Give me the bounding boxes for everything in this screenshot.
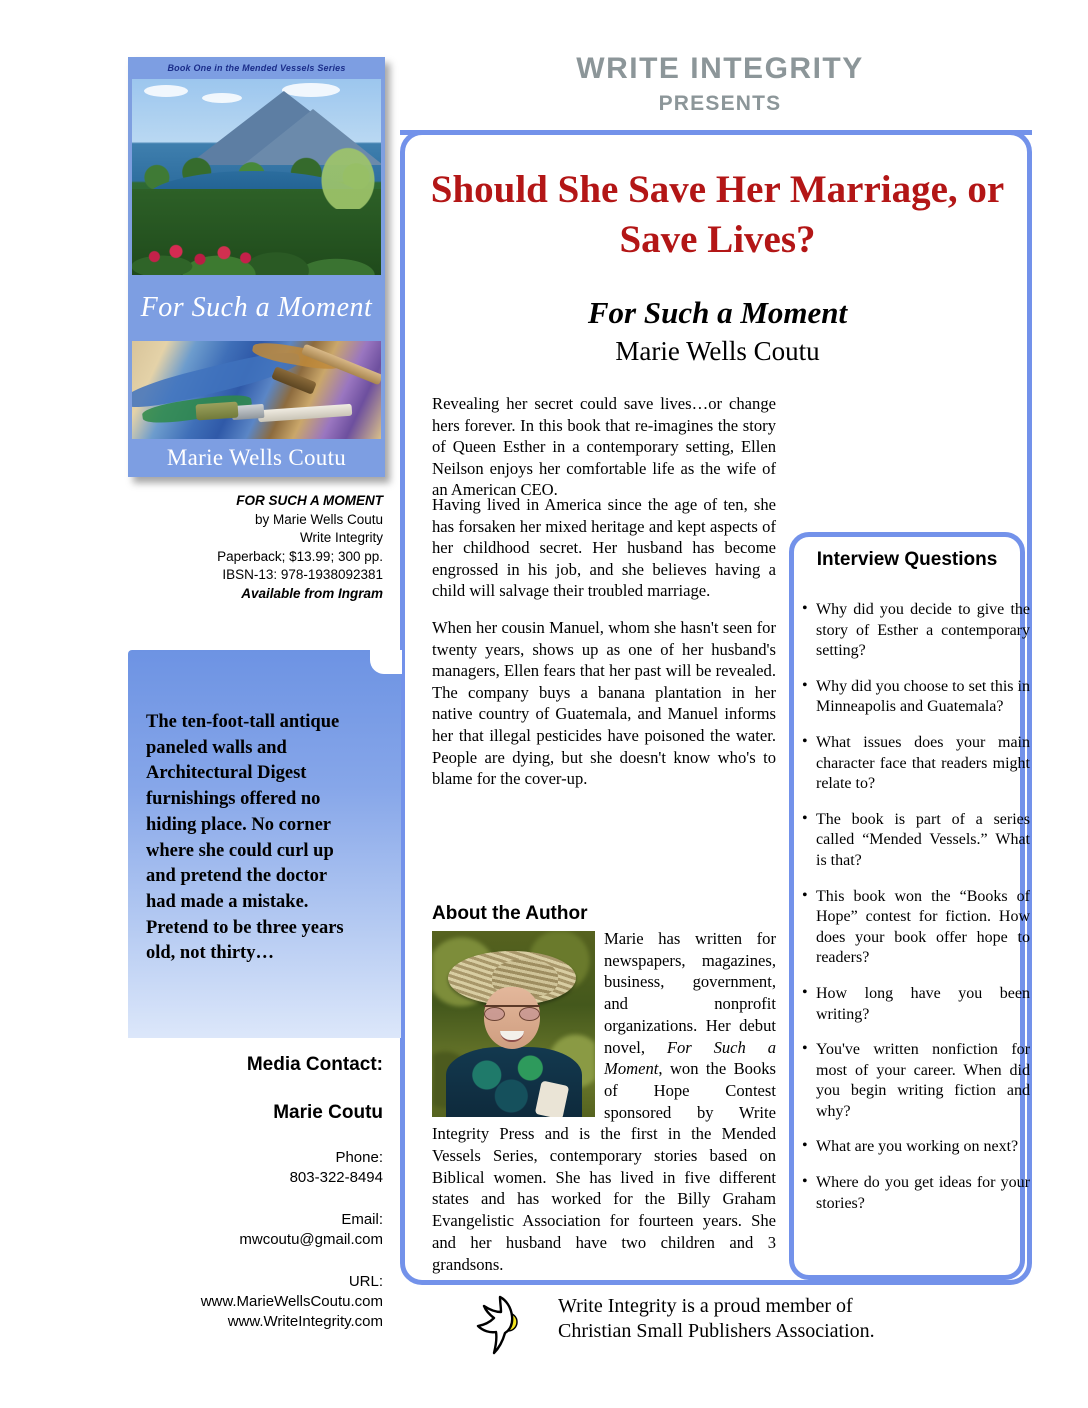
brand-name: WRITE INTEGRITY	[576, 52, 864, 85]
presents-label: PRESENTS	[658, 92, 782, 115]
footer-line-1: Write Integrity is a proud member of	[558, 1295, 853, 1317]
book-cover-image	[128, 57, 385, 477]
book-detail-publisher: Write Integrity	[299, 530, 383, 545]
interview-question-item: • This book won the “Books of Hope” contest for fiction. How does your book offer hope to readers?	[816, 887, 1030, 969]
paintbrush-handle	[258, 404, 353, 423]
cover-series-banner: Book One in the Mended Vessels Series	[128, 57, 385, 79]
flowers-shape	[140, 241, 260, 267]
phone-label: Phone:	[335, 1149, 383, 1166]
cover-title-band	[128, 275, 385, 341]
palm-frond-shape	[319, 145, 377, 209]
author-clothing-shape	[446, 1047, 582, 1117]
cloud-shape	[144, 85, 188, 97]
interview-question-item: • Why did you choose to set this in Minneapolis and Guatemala?	[816, 677, 1030, 718]
media-contact-block	[150, 1052, 383, 1332]
interview-question-item: • The book is part of a series called “Mended Vessels.” What is that?	[816, 810, 1030, 872]
footer-text	[558, 1294, 875, 1344]
email-value[interactable]: mwcoutu@gmail.com	[239, 1231, 383, 1248]
book-details-block	[150, 492, 383, 603]
cover-landscape-illustration	[132, 79, 381, 275]
pull-quote-box	[128, 650, 401, 1038]
author-photo	[432, 931, 595, 1117]
page-title: Should She Save Her Marriage, or Save Lives?	[430, 168, 1005, 261]
bio-text-start: Marie has written for newspapers, magazines, business, government, and nonprofit organizations. Her debut novel,	[604, 929, 776, 1057]
interview-question-item: • You've written nonfiction for most of your career. When did you begin writing fiction and why?	[816, 1040, 1030, 1122]
frame-top-rule	[400, 130, 1032, 135]
interview-question-item: • How long have you been writing?	[816, 984, 1030, 1025]
url-author-site[interactable]: www.MarieWellsCoutu.com	[200, 1293, 383, 1310]
book-detail-byline: by Marie Wells Coutu	[254, 511, 383, 527]
about-author-heading: About the Author	[432, 903, 588, 924]
interview-question-item: • What are you working on next?	[816, 1137, 1030, 1158]
footer-line-2: Christian Small Publishers Association.	[558, 1320, 875, 1342]
media-contact-phone-group	[150, 1148, 383, 1188]
interview-questions-title: Interview Questions	[816, 549, 998, 570]
glasses-lens-left	[484, 1007, 505, 1021]
synopsis-paragraph: Having lived in America since the age of ten, she has forsaken her mixed heritage and kept aspects of her childhood secret. Her husband has become engrossed in his job, and she believes having a child will salvage their troubled marriage.	[432, 495, 776, 601]
masthead	[410, 52, 1030, 116]
media-contact-heading: Media Contact:	[246, 1054, 383, 1075]
media-contact-name: Marie Coutu	[273, 1102, 383, 1123]
book-detail-availability: Available from Ingram	[241, 585, 383, 601]
about-author-body	[432, 928, 776, 1275]
cover-author-band	[128, 439, 385, 477]
glasses-lens-right	[519, 1007, 540, 1021]
cover-paint-palette-illustration	[132, 341, 381, 439]
book-title-subheading: For Such a Moment	[587, 295, 848, 330]
author-subheading: Marie Wells Coutu	[615, 336, 820, 366]
blurb-paragraph: Revealing her secret could save lives…or change hers forever. In this book that re-imagines the story of Queen Esther in a contemporary setting, Ellen Neilson enjoys her comfortable life as the wife of an American CEO.	[432, 394, 776, 500]
media-contact-email-group	[150, 1210, 383, 1250]
synopsis-paragraph: When her cousin Manuel, whom she hasn't seen for twenty years, shows up as one of her husband's managers, Ellen fears that her past will be revealed. The company buys a banana plantation in her native country of Guatemala, and Manuel informs her that illegal pesticides have poisoned the water. People are dying, but she doesn't know who's to blame for the cover-up.	[432, 617, 776, 789]
pull-quote-text: The ten-foot-tall antique paneled walls and Architectural Digest furnishings offered no hiding place. No corner where she could curl up and pretend the doctor had made a mistake. Pretend to be three years old, not thirty…	[146, 712, 344, 964]
dove-icon	[470, 1291, 534, 1357]
paintbrush-bristles	[271, 366, 317, 395]
book-detail-title: FOR SUCH A MOMENT	[236, 493, 383, 508]
url-publisher-site[interactable]: www.WriteIntegrity.com	[227, 1313, 383, 1330]
bio-text-end: , won the Books of Hope Contest sponsored by Write Integrity Press and is the first in the Mended Vessels Series, contemporary stories based on Biblical women. She has lived in five different states and has worked for the Billy Graham Evangelistic Association for fourteen years. She and her husband have two children and 3 grandsons.	[432, 1059, 776, 1274]
bio-book-title: For Such a Moment	[604, 1037, 776, 1079]
interview-question-item: • Where do you get ideas for your stories?	[816, 1173, 1030, 1214]
cover-title-text: For Such a Moment	[140, 292, 373, 323]
url-label: URL:	[348, 1273, 383, 1290]
glasses-icon	[484, 1005, 540, 1019]
book-detail-format: Paperback; $13.99; 300 pp.	[217, 548, 383, 564]
email-label: Email:	[341, 1211, 383, 1228]
book-detail-isbn: IBSN-13: 978-1938092381	[222, 567, 383, 582]
phone-value[interactable]: 803-322-8494	[289, 1169, 383, 1186]
interview-question-item: • What issues does your main character face that readers might relate to?	[816, 733, 1030, 795]
pull-quote-notch	[370, 650, 402, 674]
footer	[470, 1291, 990, 1361]
paintbrush-bristles	[195, 402, 238, 421]
cover-author-text: Marie Wells Coutu	[166, 445, 347, 470]
interview-questions-list	[800, 600, 1030, 1229]
interview-question-item: • Why did you decide to give the story of Esther a contemporary setting?	[816, 600, 1030, 662]
media-contact-url-group	[150, 1272, 383, 1332]
collar-shape	[535, 1080, 569, 1117]
synopsis-column	[432, 494, 776, 805]
